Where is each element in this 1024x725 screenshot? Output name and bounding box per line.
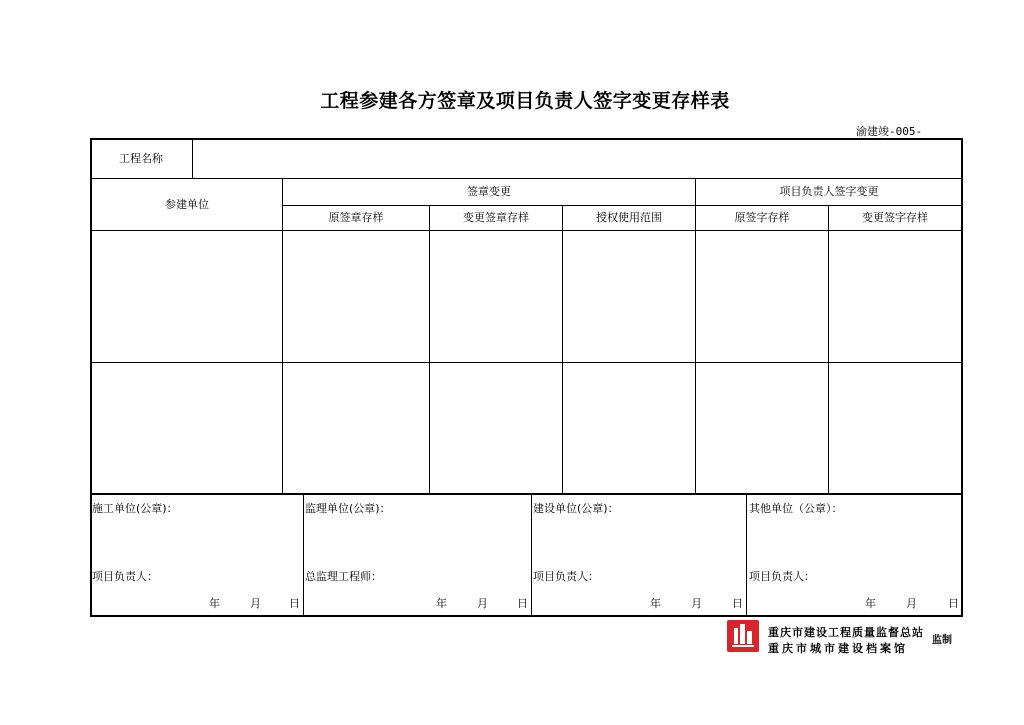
col-divider [282, 178, 283, 494]
responsible-person-label: 项目负责人： [533, 570, 599, 583]
col-divider [562, 205, 563, 494]
col-divider [828, 205, 829, 494]
seal-change-header: 签章变更 [467, 185, 511, 198]
building-logo-icon [727, 620, 759, 652]
document-number: 渝建竣-005- [856, 125, 923, 138]
unit-seal-label: 其他单位（公章）： [749, 502, 843, 515]
responsible-person-label: 总监理工程师： [305, 570, 382, 583]
date-month: 月 [250, 597, 261, 610]
date-year: 年 [650, 597, 661, 610]
row-divider [91, 178, 962, 179]
date-year: 年 [209, 597, 220, 610]
row-divider [91, 493, 962, 495]
responsible-person-label: 项目负责人： [749, 570, 815, 583]
column-header-original-seal: 原签章存样 [328, 211, 384, 224]
col-divider [695, 178, 696, 494]
date-month: 月 [691, 597, 702, 610]
column-header-changed-seal: 变更签章存样 [463, 211, 529, 224]
unit-seal-label: 施工单位(公章)： [92, 502, 178, 515]
project-name-label: 工程名称 [119, 152, 163, 165]
unit-seal-label: 监理单位(公章)： [305, 502, 391, 515]
col-divider [192, 139, 193, 179]
row-divider [283, 205, 962, 206]
supervised-mark: 监制 [932, 635, 952, 646]
column-header-original-signature: 原签字存样 [734, 211, 790, 224]
column-header-authorized-scope: 授权使用范围 [596, 211, 662, 224]
column-header-changed-signature: 变更签字存样 [862, 211, 928, 224]
page-title: 工程参建各方签章及项目负责人签字变更存样表 [320, 90, 730, 112]
row-divider [91, 362, 962, 363]
col-divider [746, 494, 747, 616]
date-day: 日 [732, 597, 743, 610]
date-month: 月 [906, 597, 917, 610]
responsible-person-label: 项目负责人： [92, 570, 158, 583]
col-divider [531, 494, 532, 616]
unit-seal-label: 建设单位(公章)： [533, 502, 619, 515]
participant-unit-header: 参建单位 [165, 198, 209, 211]
date-month: 月 [477, 597, 488, 610]
org-name-line-1: 重庆市建设工程质量监督总站 [768, 626, 924, 639]
col-divider [429, 205, 430, 494]
date-day: 日 [289, 597, 300, 610]
date-day: 日 [948, 597, 959, 610]
row-divider [91, 230, 962, 231]
date-year: 年 [436, 597, 447, 610]
org-name-line-2: 重庆市城市建设档案馆 [768, 642, 908, 655]
date-year: 年 [865, 597, 876, 610]
col-divider [303, 494, 304, 616]
signature-change-header: 项目负责人签字变更 [779, 185, 879, 198]
form-table [90, 138, 963, 617]
date-day: 日 [517, 597, 528, 610]
